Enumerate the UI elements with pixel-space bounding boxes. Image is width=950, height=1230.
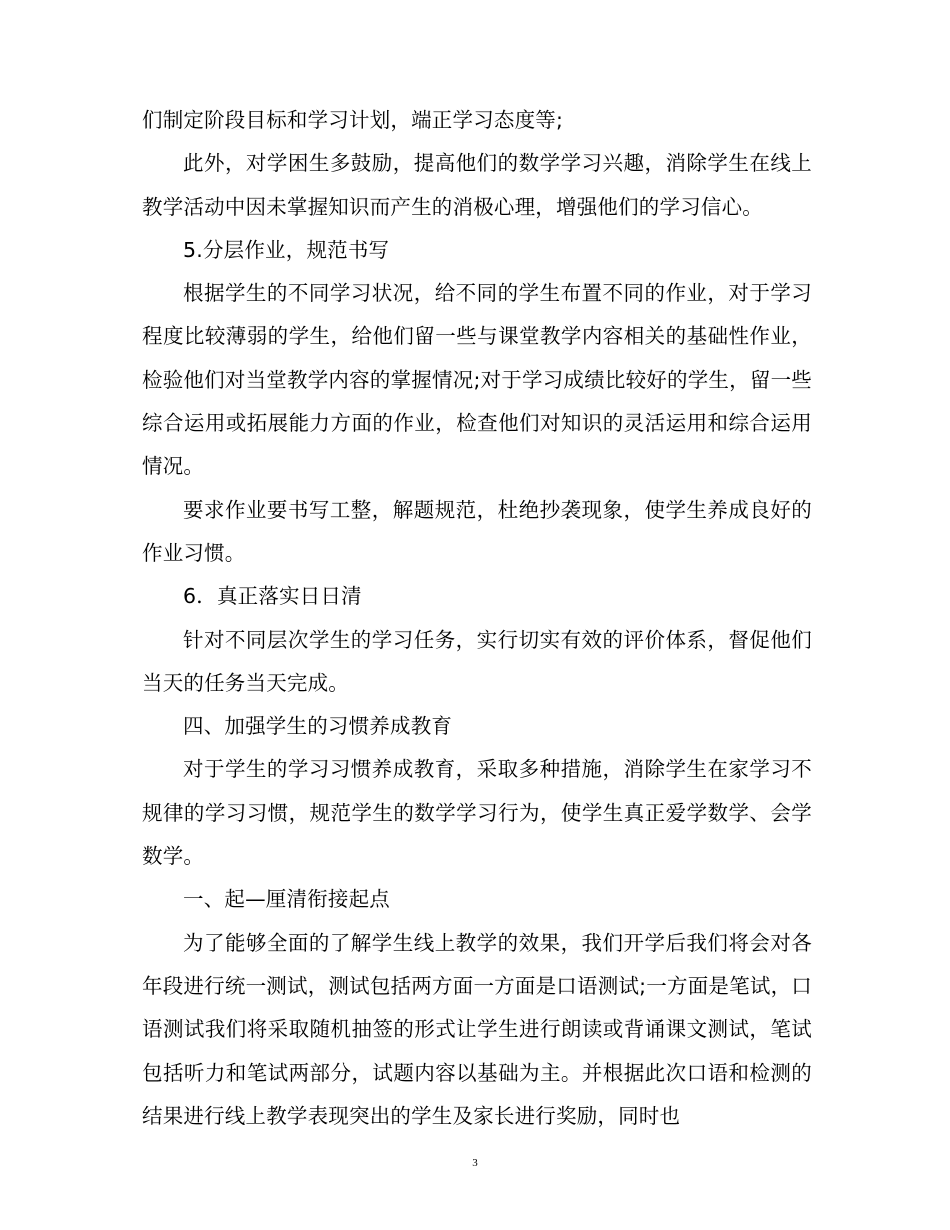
page-number: 3 — [472, 1157, 478, 1169]
document-body — [142, 99, 812, 1138]
paragraph-encouragement: 此外，对学困生多鼓励，提高他们的数学学习兴趣，消除学生在线上教学活动中因未掌握知识而产生的消极心理，增强他们的学习信心。 — [142, 151, 812, 219]
heading-habit-education: 四、加强学生的习惯养成教育 — [183, 714, 453, 739]
paragraph-habit-education: 对于学生的学习习惯养成教育，采取多种措施，消除学生在家学习不规律的学习习惯，规范学生的数学学习行为，使学生真正爱学数学、会学数学。 — [142, 757, 812, 869]
paragraph-continuation: 们制定阶段目标和学习计划，端正学习态度等; — [142, 108, 564, 132]
paragraph-homework-requirements: 要求作业要书写工整，解题规范，杜绝抄袭现象，使学生养成良好的作业习惯。 — [142, 497, 812, 565]
heading-layered-homework: 5.分层作业，规范书写 — [183, 237, 390, 262]
paragraph-layered-homework: 根据学生的不同学习状况，给不同的学生布置不同的作业，对于学习程度比较薄弱的学生，给他们留一些与课堂教学内容相关的基础性作业，检验他们对当堂教学内容的掌握情况;对于学习成绩比较好的学生，留一些综合运用或拓展能力方面的作业，检查他们对知识的灵活运用和综合运用情况。 — [142, 281, 812, 479]
paragraph-starting-point: 为了能够全面的了解学生线上教学的效果，我们开学后我们将会对各年段进行统一测试，测试包括两方面一方面是口语测试;一方面是笔试，口语测试我们将采取随机抽签的形式让学生进行朗读或背诵课文测试，笔试包括听力和笔试两部分，试题内容以基础为主。并根据此次口语和检测的结果进行线上教学表现突出的学生及家长进行奖励，同时也 — [142, 930, 812, 1128]
heading-starting-point: 一、起—厘清衔接起点 — [183, 887, 390, 912]
heading-daily-clear: 6．真正落实日日清 — [183, 584, 362, 609]
paragraph-daily-clear: 针对不同层次学生的学习任务，实行切实有效的评价体系，督促他们当天的任务当天完成。 — [142, 627, 812, 695]
